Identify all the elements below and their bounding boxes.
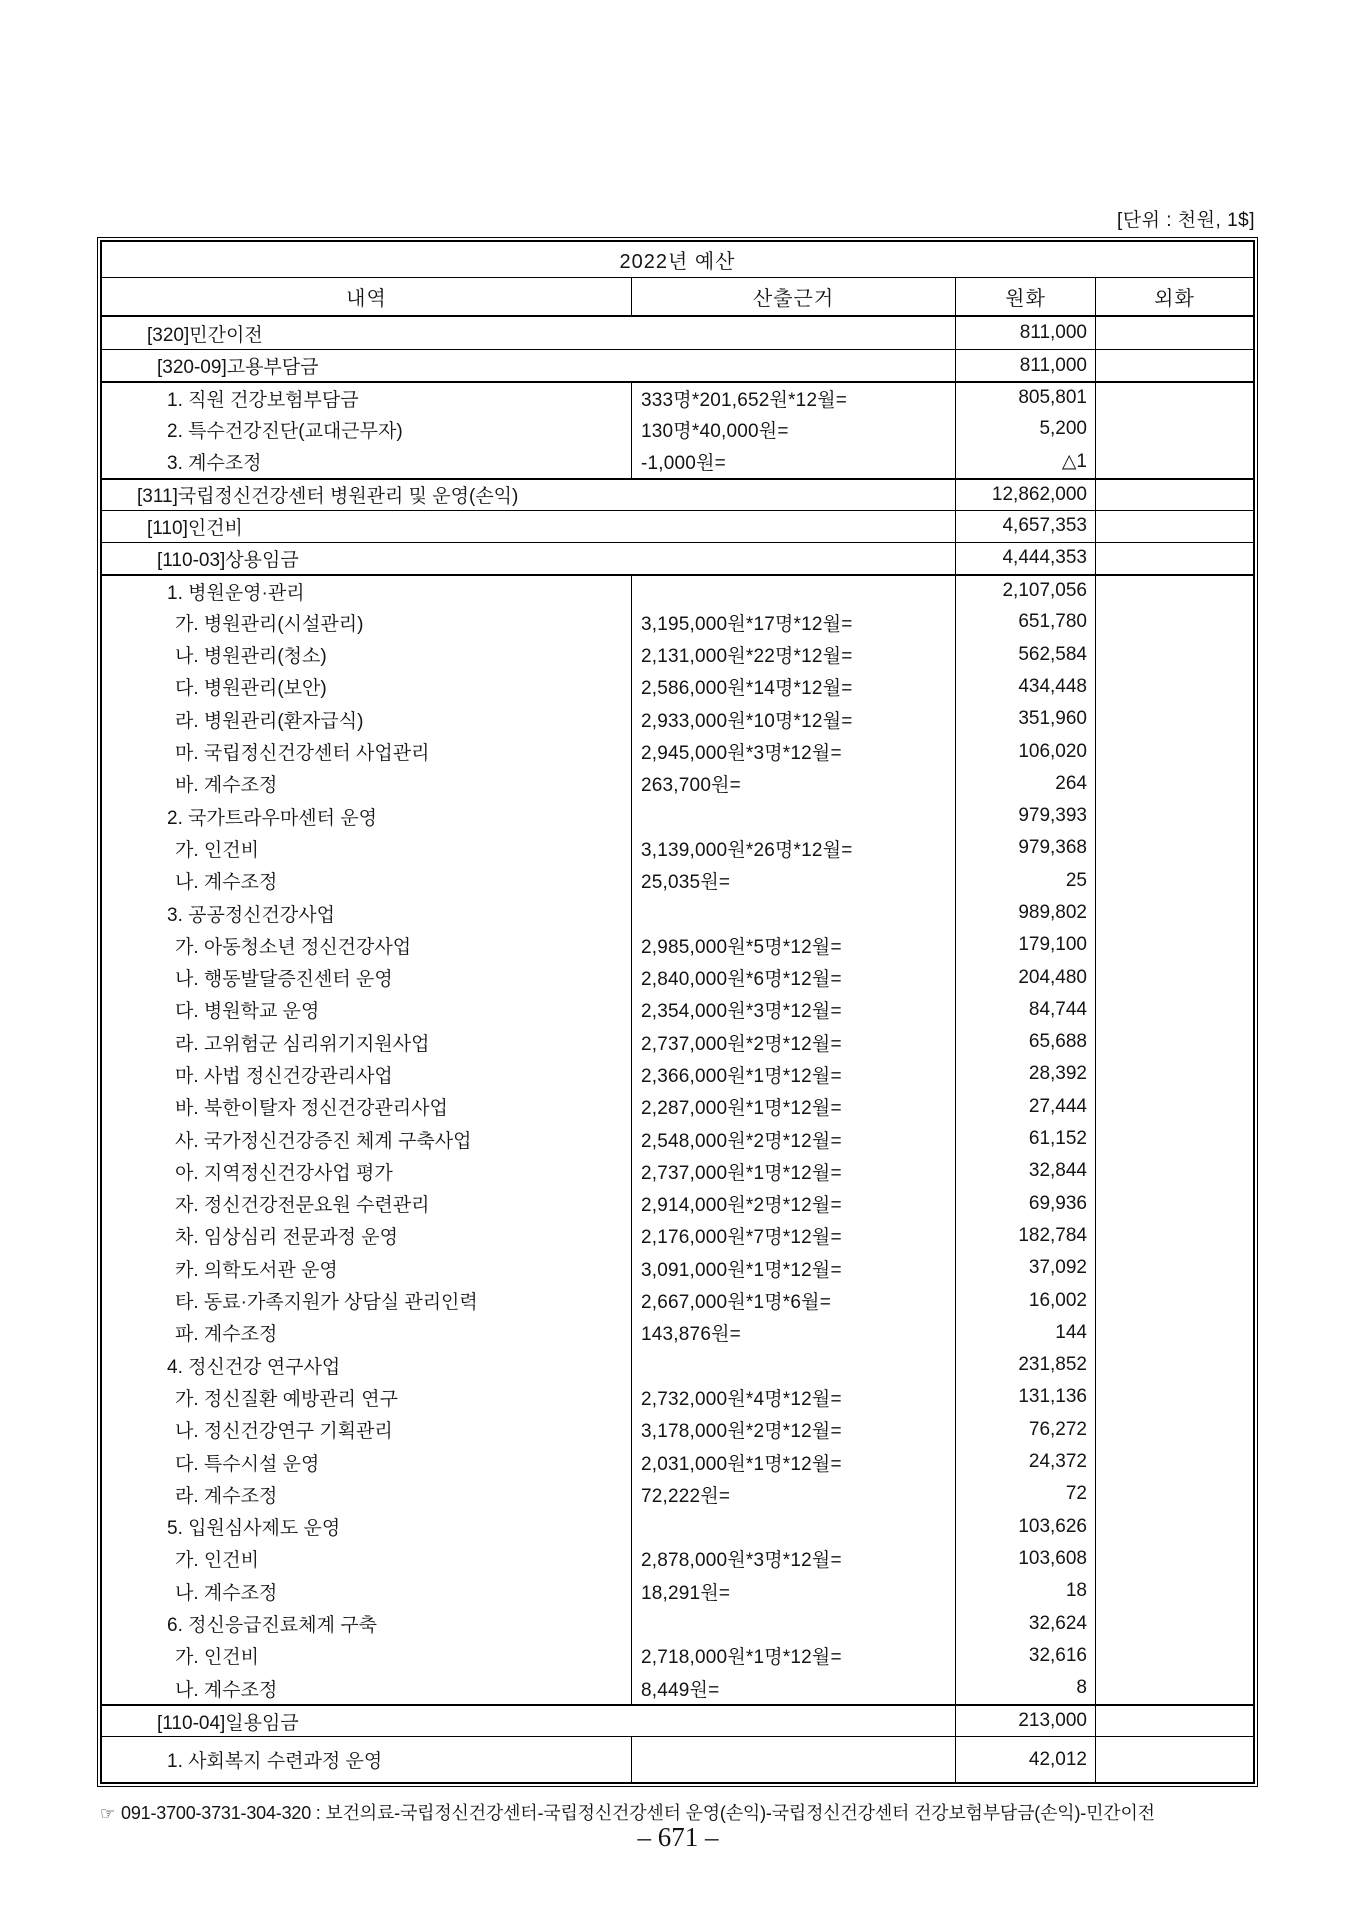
item-cell: 3. 계수조정 [102, 446, 632, 478]
krw-cell: 28,392 [956, 1058, 1096, 1090]
calc-cell: 2,586,000원*14명*12월= [632, 671, 956, 703]
calc-cell: 2,737,000원*1명*12월= [632, 1155, 956, 1187]
calc-cell: 2,914,000원*2명*12월= [632, 1188, 956, 1220]
krw-cell: 8 [956, 1672, 1096, 1704]
krw-cell: 204,480 [956, 961, 1096, 993]
table-row [102, 349, 1253, 381]
item-cell: 4. 정신건강 연구사업 [102, 1349, 632, 1381]
item-cell: 라. 고위험군 심리위기지원사업 [102, 1026, 632, 1058]
table-row [102, 510, 1253, 542]
calc-cell: 2,287,000원*1명*12월= [632, 1091, 956, 1123]
calc-cell: 2,732,000원*4명*12월= [632, 1381, 956, 1413]
column-header-fx: 외화 [1154, 288, 1195, 310]
fx-cell [1096, 1155, 1253, 1187]
calc-cell: 3,195,000원*17명*12월= [632, 606, 956, 638]
calc-cell: 2,718,000원*1명*12월= [632, 1640, 956, 1672]
krw-cell: 811,000 [956, 350, 1096, 381]
table-row [102, 1478, 1253, 1510]
table-row [102, 865, 1253, 897]
krw-cell: 69,936 [956, 1188, 1096, 1220]
fx-cell [1096, 1123, 1253, 1155]
item-cell: 차. 임상심리 전문과정 운영 [102, 1220, 632, 1252]
krw-cell: 76,272 [956, 1414, 1096, 1446]
fx-cell [1096, 735, 1253, 767]
fx-cell [1096, 1543, 1253, 1575]
unit-label: [단위 : 천원, 1$] [1116, 210, 1255, 231]
calc-cell: 8,449원= [632, 1672, 956, 1704]
krw-cell: 32,624 [956, 1607, 1096, 1639]
item-cell: 라. 병원관리(환자급식) [102, 703, 632, 735]
item-cell: 가. 정신질환 예방관리 연구 [102, 1381, 632, 1413]
fx-cell [1096, 1188, 1253, 1220]
table-row [102, 1672, 1253, 1704]
krw-cell: 65,688 [956, 1026, 1096, 1058]
calc-cell: 2,366,000원*1명*12월= [632, 1058, 956, 1090]
krw-cell: 811,000 [956, 317, 1096, 349]
page-number: – 671 – [637, 1822, 719, 1852]
calc-cell: 72,222원= [632, 1478, 956, 1510]
fx-cell [1096, 703, 1253, 735]
krw-cell: 32,844 [956, 1155, 1096, 1187]
calc-cell: 2,878,000원*3명*12월= [632, 1543, 956, 1575]
table-row [102, 381, 1253, 413]
item-cell: 가. 병원관리(시설관리) [102, 606, 632, 638]
table-row [102, 1543, 1253, 1575]
table-row [102, 1511, 1253, 1543]
footnote-text: 091-3700-3731-304-320 : 보건의료-국립정신건강센터-국립정신건강센터 운영(손익)-국립정신건강센터 건강보험부담금(손익)-민간이전 [121, 1803, 1155, 1823]
item-cell: 1. 병원운영·관리 [102, 576, 632, 606]
column-header-calc: 산출근거 [632, 278, 956, 315]
item-cell: 1. 직원 건강보험부담금 [102, 383, 632, 413]
fx-cell [1096, 1446, 1253, 1478]
table-row [102, 1736, 1253, 1782]
fx-cell [1096, 638, 1253, 670]
item-cell: 바. 계수조정 [102, 768, 632, 800]
fx-cell [1096, 1058, 1253, 1090]
table-row [102, 606, 1253, 638]
calc-cell: 2,985,000원*5명*12월= [632, 929, 956, 961]
krw-cell: 4,444,353 [956, 543, 1096, 574]
calc-cell [632, 1349, 956, 1381]
fx-cell [1096, 994, 1253, 1026]
calc-cell: 2,354,000원*3명*12월= [632, 994, 956, 1026]
fx-cell [1096, 897, 1253, 929]
calc-cell: 2,840,000원*6명*12월= [632, 961, 956, 993]
table-row [102, 1188, 1253, 1220]
krw-cell: 16,002 [956, 1284, 1096, 1316]
table-row [102, 1349, 1253, 1381]
item-cell: 타. 동료·가족지원가 상담실 관리인력 [102, 1284, 632, 1316]
calc-cell: 333명*201,652원*12월= [632, 383, 956, 413]
item-cell: 6. 정신응급진료체계 구축 [102, 1607, 632, 1639]
fx-cell [1096, 1091, 1253, 1123]
fx-cell [1096, 1026, 1253, 1058]
item-cell: 나. 계수조정 [102, 1672, 632, 1704]
calc-cell: 3,139,000원*26명*12월= [632, 832, 956, 864]
fx-cell [1096, 480, 1253, 510]
table-row [102, 1704, 1253, 1736]
calc-cell: 18,291원= [632, 1575, 956, 1607]
calc-cell: 2,131,000원*22명*12월= [632, 638, 956, 670]
table-row [102, 1026, 1253, 1058]
table-row [102, 735, 1253, 767]
krw-cell: 562,584 [956, 638, 1096, 670]
fx-cell [1096, 1478, 1253, 1510]
fx-cell [1096, 800, 1253, 832]
calc-cell: 3,091,000원*1명*12월= [632, 1252, 956, 1284]
calc-cell: 263,700원= [632, 768, 956, 800]
krw-cell: 979,393 [956, 800, 1096, 832]
calc-cell: 2,737,000원*2명*12월= [632, 1026, 956, 1058]
table-row [102, 1640, 1253, 1672]
fx-cell [1096, 832, 1253, 864]
fx-cell [1096, 929, 1253, 961]
calc-cell: 2,176,000원*7명*12월= [632, 1220, 956, 1252]
krw-cell: 805,801 [956, 383, 1096, 413]
item-cell: 다. 병원학교 운영 [102, 994, 632, 1026]
column-header-krw: 원화 [956, 278, 1096, 315]
calc-cell: 2,945,000원*3명*12월= [632, 735, 956, 767]
table-row [102, 671, 1253, 703]
table-row [102, 574, 1253, 606]
krw-cell: 651,780 [956, 606, 1096, 638]
krw-cell: 84,744 [956, 994, 1096, 1026]
krw-cell: 5,200 [956, 413, 1096, 445]
krw-cell: 4,657,353 [956, 511, 1096, 542]
item-cell: 자. 정신건강전문요원 수련관리 [102, 1188, 632, 1220]
table-row [102, 1058, 1253, 1090]
item-cell: 라. 계수조정 [102, 1478, 632, 1510]
budget-table [100, 240, 1255, 1784]
table-row [102, 1220, 1253, 1252]
item-cell: 나. 행동발달증진센터 운영 [102, 961, 632, 993]
item-cell: 나. 정신건강연구 기획관리 [102, 1414, 632, 1446]
krw-cell: 12,862,000 [956, 480, 1096, 510]
fx-cell [1096, 576, 1253, 606]
calc-cell: -1,000원= [632, 446, 956, 478]
calc-cell [632, 1607, 956, 1639]
fx-cell [1096, 1414, 1253, 1446]
item-cell: 나. 계수조정 [102, 865, 632, 897]
item-cell: 카. 의학도서관 운영 [102, 1252, 632, 1284]
fx-cell [1096, 1737, 1253, 1782]
fx-cell [1096, 1640, 1253, 1672]
krw-cell: 979,368 [956, 832, 1096, 864]
krw-cell: 18 [956, 1575, 1096, 1607]
calc-cell [632, 576, 956, 606]
fx-cell [1096, 768, 1253, 800]
table-row [102, 1575, 1253, 1607]
krw-cell: 103,608 [956, 1543, 1096, 1575]
item-cell: 다. 병원관리(보안) [102, 671, 632, 703]
krw-cell: 61,152 [956, 1123, 1096, 1155]
fx-cell [1096, 606, 1253, 638]
fx-cell [1096, 1317, 1253, 1349]
table-row [102, 446, 1253, 478]
item-cell: 아. 지역정신건강사업 평가 [102, 1155, 632, 1187]
calc-cell: 143,876원= [632, 1317, 956, 1349]
item-cell: 마. 국립정신건강센터 사업관리 [102, 735, 632, 767]
item-cell: 3. 공공정신건강사업 [102, 897, 632, 929]
fx-cell [1096, 1284, 1253, 1316]
table-row [102, 413, 1253, 445]
calc-cell: 25,035원= [632, 865, 956, 897]
calc-cell [632, 1737, 956, 1782]
calc-cell: 3,178,000원*2명*12월= [632, 1414, 956, 1446]
fx-cell [1096, 413, 1253, 445]
calc-cell: 2,548,000원*2명*12월= [632, 1123, 956, 1155]
fx-cell [1096, 961, 1253, 993]
table-row [102, 1284, 1253, 1316]
item-cell: 2. 특수건강진단(교대근무자) [102, 413, 632, 445]
table-row [102, 897, 1253, 929]
fx-cell [1096, 446, 1253, 478]
krw-cell: 27,444 [956, 1091, 1096, 1123]
fx-cell [1096, 1220, 1253, 1252]
table-header-row [102, 278, 1253, 317]
pointing-hand-icon: ☞ [100, 1804, 116, 1823]
table-row [102, 1381, 1253, 1413]
table-row [102, 542, 1253, 574]
table-row [102, 1123, 1253, 1155]
item-cell: [320]민간이전 [102, 317, 956, 349]
item-cell: 나. 병원관리(청소) [102, 638, 632, 670]
krw-cell: 2,107,056 [956, 576, 1096, 606]
table-row [102, 800, 1253, 832]
item-cell: 가. 인건비 [102, 1640, 632, 1672]
krw-cell: 131,136 [956, 1381, 1096, 1413]
fx-cell [1096, 671, 1253, 703]
item-cell: [110-04]일용임금 [102, 1706, 956, 1736]
krw-cell: 351,960 [956, 703, 1096, 735]
krw-cell: 434,448 [956, 671, 1096, 703]
calc-cell [632, 800, 956, 832]
fx-cell [1096, 1381, 1253, 1413]
calc-cell: 2,031,000원*1명*12월= [632, 1446, 956, 1478]
fx-cell [1096, 1252, 1253, 1284]
item-cell: 2. 국가트라우마센터 운영 [102, 800, 632, 832]
krw-cell: 179,100 [956, 929, 1096, 961]
table-row [102, 832, 1253, 864]
table-row [102, 1252, 1253, 1284]
item-cell: 1. 사회복지 수련과정 운영 [102, 1737, 632, 1782]
krw-cell: 25 [956, 865, 1096, 897]
table-row [102, 1414, 1253, 1446]
budget-table-body [102, 317, 1253, 1782]
item-cell: 5. 입원심사제도 운영 [102, 1511, 632, 1543]
item-cell: [110]인건비 [102, 511, 956, 542]
krw-cell: 231,852 [956, 1349, 1096, 1381]
column-header-item: 내역 [102, 278, 632, 315]
table-row [102, 638, 1253, 670]
item-cell: 파. 계수조정 [102, 1317, 632, 1349]
fx-cell [1096, 1607, 1253, 1639]
krw-cell: 37,092 [956, 1252, 1096, 1284]
item-cell: 가. 아동청소년 정신건강사업 [102, 929, 632, 961]
krw-cell: 264 [956, 768, 1096, 800]
calc-cell [632, 897, 956, 929]
table-row [102, 994, 1253, 1026]
krw-cell: 144 [956, 1317, 1096, 1349]
krw-cell: 103,626 [956, 1511, 1096, 1543]
fx-cell [1096, 1706, 1253, 1736]
item-cell: 바. 북한이탈자 정신건강관리사업 [102, 1091, 632, 1123]
item-cell: 가. 인건비 [102, 832, 632, 864]
fx-cell [1096, 543, 1253, 574]
table-row [102, 768, 1253, 800]
item-cell: [311]국립정신건강센터 병원관리 및 운영(손익) [102, 480, 956, 510]
item-cell: 사. 국가정신건강증진 체계 구축사업 [102, 1123, 632, 1155]
fx-cell [1096, 317, 1253, 349]
fx-cell [1096, 1349, 1253, 1381]
table-title: 2022년 예산 [102, 242, 1253, 278]
fx-cell [1096, 350, 1253, 381]
table-row [102, 478, 1253, 510]
fx-cell [1096, 1575, 1253, 1607]
fx-cell [1096, 383, 1253, 413]
table-row [102, 1317, 1253, 1349]
krw-cell: 989,802 [956, 897, 1096, 929]
krw-cell: 72 [956, 1478, 1096, 1510]
item-cell: 마. 사법 정신건강관리사업 [102, 1058, 632, 1090]
krw-cell: 106,020 [956, 735, 1096, 767]
item-cell: [320-09]고용부담금 [102, 350, 956, 381]
table-row [102, 1091, 1253, 1123]
fx-cell [1096, 1511, 1253, 1543]
table-row [102, 961, 1253, 993]
table-row [102, 1446, 1253, 1478]
fx-cell [1096, 865, 1253, 897]
calc-cell [632, 1511, 956, 1543]
item-cell: 다. 특수시설 운영 [102, 1446, 632, 1478]
krw-cell: 32,616 [956, 1640, 1096, 1672]
calc-cell: 2,667,000원*1명*6월= [632, 1284, 956, 1316]
calc-cell: 130명*40,000원= [632, 413, 956, 445]
fx-cell [1096, 1672, 1253, 1704]
krw-cell: △1 [956, 446, 1096, 478]
krw-cell: 213,000 [956, 1706, 1096, 1736]
krw-cell: 182,784 [956, 1220, 1096, 1252]
table-row [102, 703, 1253, 735]
table-row [102, 1607, 1253, 1639]
table-row [102, 929, 1253, 961]
krw-cell: 24,372 [956, 1446, 1096, 1478]
item-cell: 가. 인건비 [102, 1543, 632, 1575]
table-row [102, 317, 1253, 349]
item-cell: 나. 계수조정 [102, 1575, 632, 1607]
item-cell: [110-03]상용임금 [102, 543, 956, 574]
krw-cell: 42,012 [956, 1737, 1096, 1782]
table-row [102, 1155, 1253, 1187]
calc-cell: 2,933,000원*10명*12월= [632, 703, 956, 735]
fx-cell [1096, 511, 1253, 542]
